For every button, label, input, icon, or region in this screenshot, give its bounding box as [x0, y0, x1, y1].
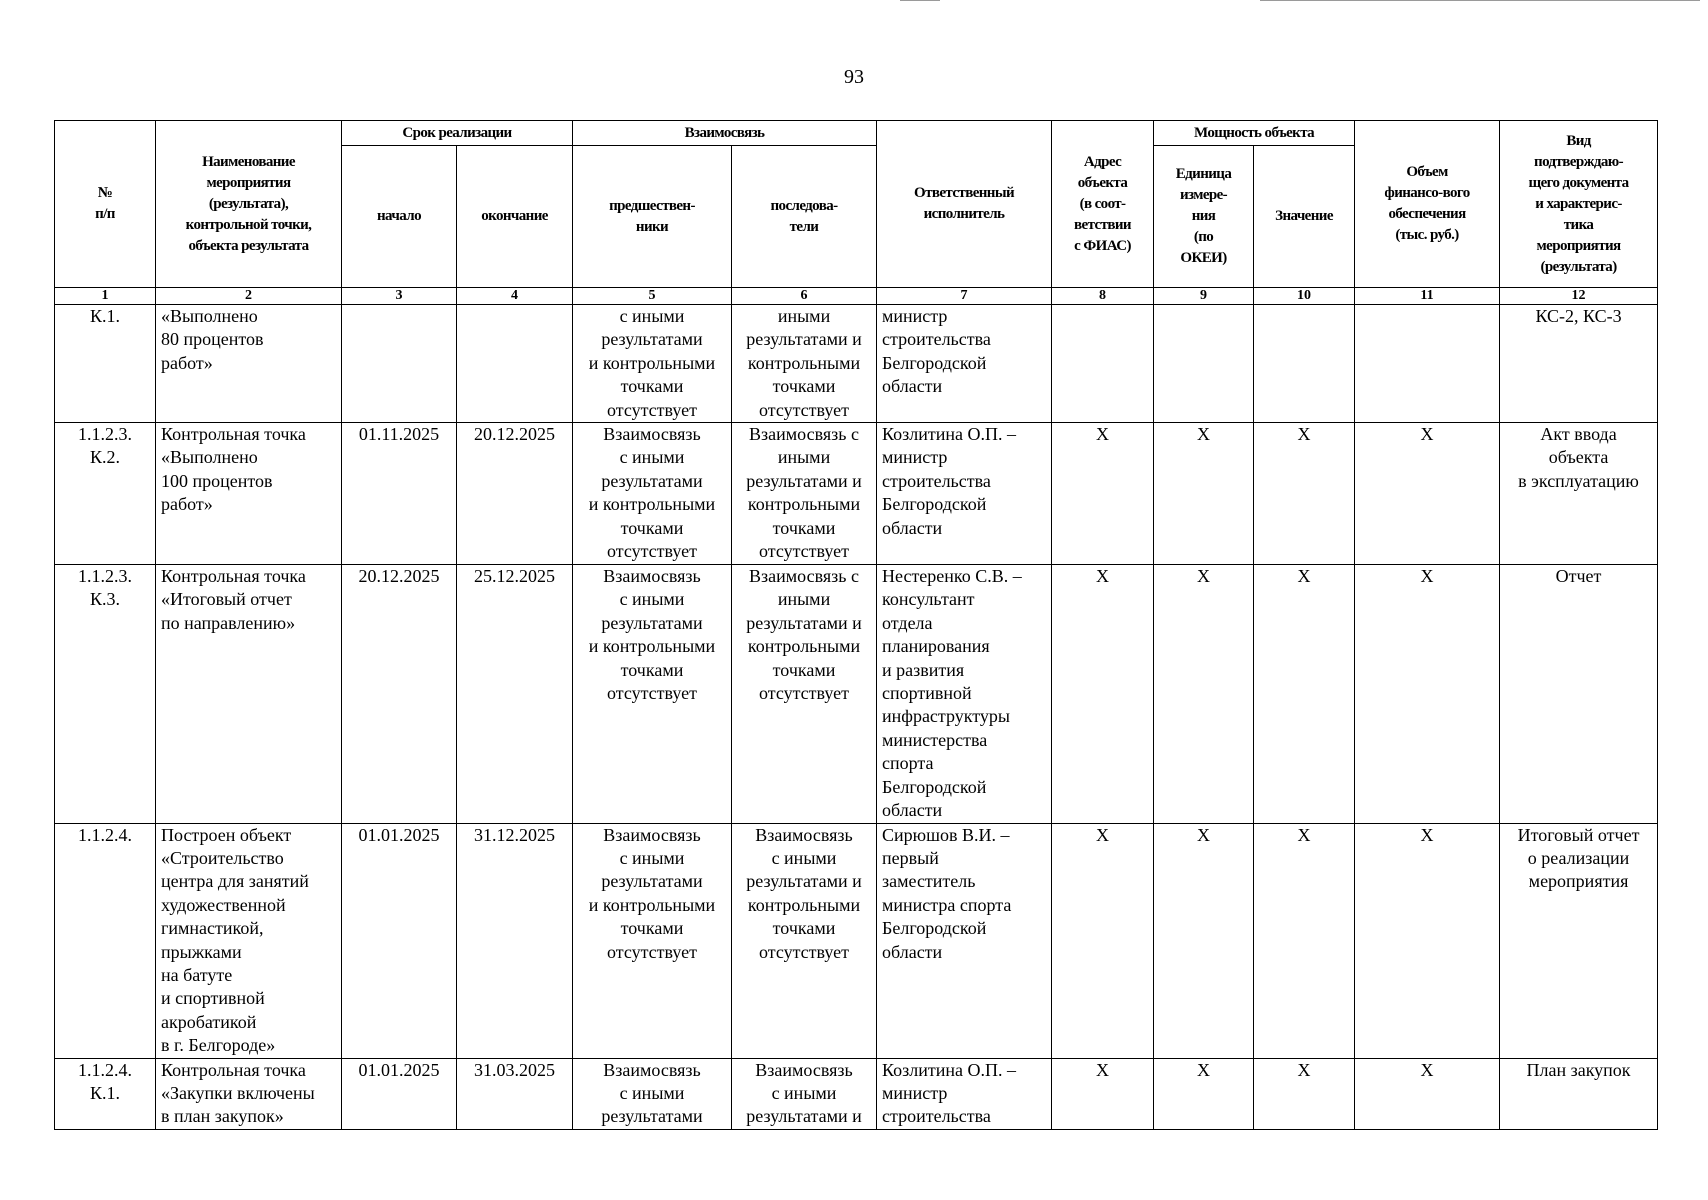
cell-start: [342, 305, 457, 423]
header-predecessors: предшествен- ники: [573, 146, 732, 288]
cell-successors: Взаимосвязь с иными результатами и: [732, 1058, 877, 1129]
cell-doc: Отчет: [1500, 565, 1658, 823]
cell-value: Х: [1254, 823, 1355, 1058]
cell-responsible: Козлитина О.П. – министр строительства: [877, 1058, 1052, 1129]
header-row-1: [55, 121, 1658, 146]
cell-responsible: Сирюшов В.И. – первый заместитель министра спорта Белгородской области: [877, 823, 1052, 1058]
column-number: 1: [55, 288, 156, 305]
cell-end: [457, 305, 573, 423]
cell-end: 20.12.2025: [457, 423, 573, 565]
cell-value: [1254, 305, 1355, 423]
cell-doc: План закупок: [1500, 1058, 1658, 1129]
header-successors: последова- тели: [732, 146, 877, 288]
cell-successors: Взаимосвязь с иными результатами и контрольными точками отсутствует: [732, 823, 877, 1058]
cell-end: 31.12.2025: [457, 823, 573, 1058]
cell-name: «Выполнено 80 процентов работ»: [156, 305, 342, 423]
column-number: 7: [877, 288, 1052, 305]
column-number: 12: [1500, 288, 1658, 305]
cell-num: 1.1.2.3. К.3.: [55, 565, 156, 823]
cell-address: Х: [1052, 823, 1154, 1058]
table-row: [55, 565, 1658, 823]
header-name: Наименование мероприятия (результата), контрольной точки, объекта результата: [156, 121, 342, 288]
cell-funding: Х: [1355, 1058, 1500, 1129]
column-number: 5: [573, 288, 732, 305]
column-number: 11: [1355, 288, 1500, 305]
cell-value: Х: [1254, 1058, 1355, 1129]
cell-doc: Акт ввода объекта в эксплуатацию: [1500, 423, 1658, 565]
column-number: 3: [342, 288, 457, 305]
page-number: 93: [844, 66, 864, 88]
cell-start: 01.01.2025: [342, 1058, 457, 1129]
cell-num: К.1.: [55, 305, 156, 423]
scan-edge-line-right: [1260, 0, 1700, 1]
cell-responsible: министр строительства Белгородской области: [877, 305, 1052, 423]
cell-start: 20.12.2025: [342, 565, 457, 823]
column-number-row: [55, 288, 1658, 305]
scan-edge-line-left: [900, 0, 940, 1]
header-link: Взаимосвязь: [573, 121, 877, 146]
cell-successors: Взаимосвязь с иными результатами и контрольными точками отсутствует: [732, 423, 877, 565]
cell-predecessors: Взаимосвязь с иными результатами и контрольными точками отсутствует: [573, 423, 732, 565]
cell-funding: [1355, 305, 1500, 423]
header-address: Адрес объекта (в соот- ветствии с ФИАС): [1052, 121, 1154, 288]
cell-unit: Х: [1154, 823, 1254, 1058]
header-capacity: Мощность объекта: [1154, 121, 1355, 146]
cell-num: 1.1.2.4.: [55, 823, 156, 1058]
cell-value: Х: [1254, 565, 1355, 823]
cell-address: [1052, 305, 1154, 423]
header-responsible: Ответственный исполнитель: [877, 121, 1052, 288]
header-period: Срок реализации: [342, 121, 573, 146]
cell-address: Х: [1052, 1058, 1154, 1129]
cell-funding: Х: [1355, 823, 1500, 1058]
table-row: [55, 823, 1658, 1058]
cell-start: 01.01.2025: [342, 823, 457, 1058]
cell-predecessors: Взаимосвязь с иными результатами: [573, 1058, 732, 1129]
table-row: [55, 305, 1658, 423]
cell-predecessors: Взаимосвязь с иными результатами и контрольными точками отсутствует: [573, 823, 732, 1058]
column-number: 9: [1154, 288, 1254, 305]
column-number: 2: [156, 288, 342, 305]
cell-address: Х: [1052, 565, 1154, 823]
cell-successors: иными результатами и контрольными точками отсутствует: [732, 305, 877, 423]
column-number: 6: [732, 288, 877, 305]
table-row: [55, 1058, 1658, 1129]
cell-doc: КС-2, КС-3: [1500, 305, 1658, 423]
cell-responsible: Нестеренко С.В. – консультант отдела планирования и развития спортивной инфраструктуры министерства спорта Белгородской области: [877, 565, 1052, 823]
cell-name: Построен объект «Строительство центра для занятий художественной гимнастикой, прыжками на батуте и спортивной акробатикой в г. Белгороде»: [156, 823, 342, 1058]
header-end: окончание: [457, 146, 573, 288]
cell-unit: [1154, 305, 1254, 423]
header-num: № п/п: [55, 121, 156, 288]
cell-predecessors: с иными результатами и контрольными точками отсутствует: [573, 305, 732, 423]
cell-name: Контрольная точка «Закупки включены в план закупок»: [156, 1058, 342, 1129]
cell-value: Х: [1254, 423, 1355, 565]
cell-start: 01.11.2025: [342, 423, 457, 565]
header-doc-type: Вид подтверждаю- щего документа и характерис- тика мероприятия (результата): [1500, 121, 1658, 288]
cell-doc: Итоговый отчет о реализации мероприятия: [1500, 823, 1658, 1058]
header-unit: Единица измере- ния (по ОКЕИ): [1154, 146, 1254, 288]
cell-end: 25.12.2025: [457, 565, 573, 823]
cell-responsible: Козлитина О.П. – министр строительства Белгородской области: [877, 423, 1052, 565]
cell-address: Х: [1052, 423, 1154, 565]
header-start: начало: [342, 146, 457, 288]
cell-successors: Взаимосвязь с иными результатами и контрольными точками отсутствует: [732, 565, 877, 823]
cell-unit: Х: [1154, 1058, 1254, 1129]
cell-unit: Х: [1154, 565, 1254, 823]
cell-end: 31.03.2025: [457, 1058, 573, 1129]
cell-name: Контрольная точка «Итоговый отчет по направлению»: [156, 565, 342, 823]
table-row: [55, 423, 1658, 565]
cell-funding: Х: [1355, 423, 1500, 565]
header-funding: Объем финансо-вого обеспечения (тыс. руб.): [1355, 121, 1500, 288]
cell-num: 1.1.2.4. К.1.: [55, 1058, 156, 1129]
column-number: 10: [1254, 288, 1355, 305]
header-value: Значение: [1254, 146, 1355, 288]
cell-unit: Х: [1154, 423, 1254, 565]
cell-num: 1.1.2.3. К.2.: [55, 423, 156, 565]
plan-table: [54, 120, 1658, 1130]
cell-funding: Х: [1355, 565, 1500, 823]
cell-name: Контрольная точка «Выполнено 100 процентов работ»: [156, 423, 342, 565]
column-number: 4: [457, 288, 573, 305]
column-number: 8: [1052, 288, 1154, 305]
cell-predecessors: Взаимосвязь с иными результатами и контрольными точками отсутствует: [573, 565, 732, 823]
